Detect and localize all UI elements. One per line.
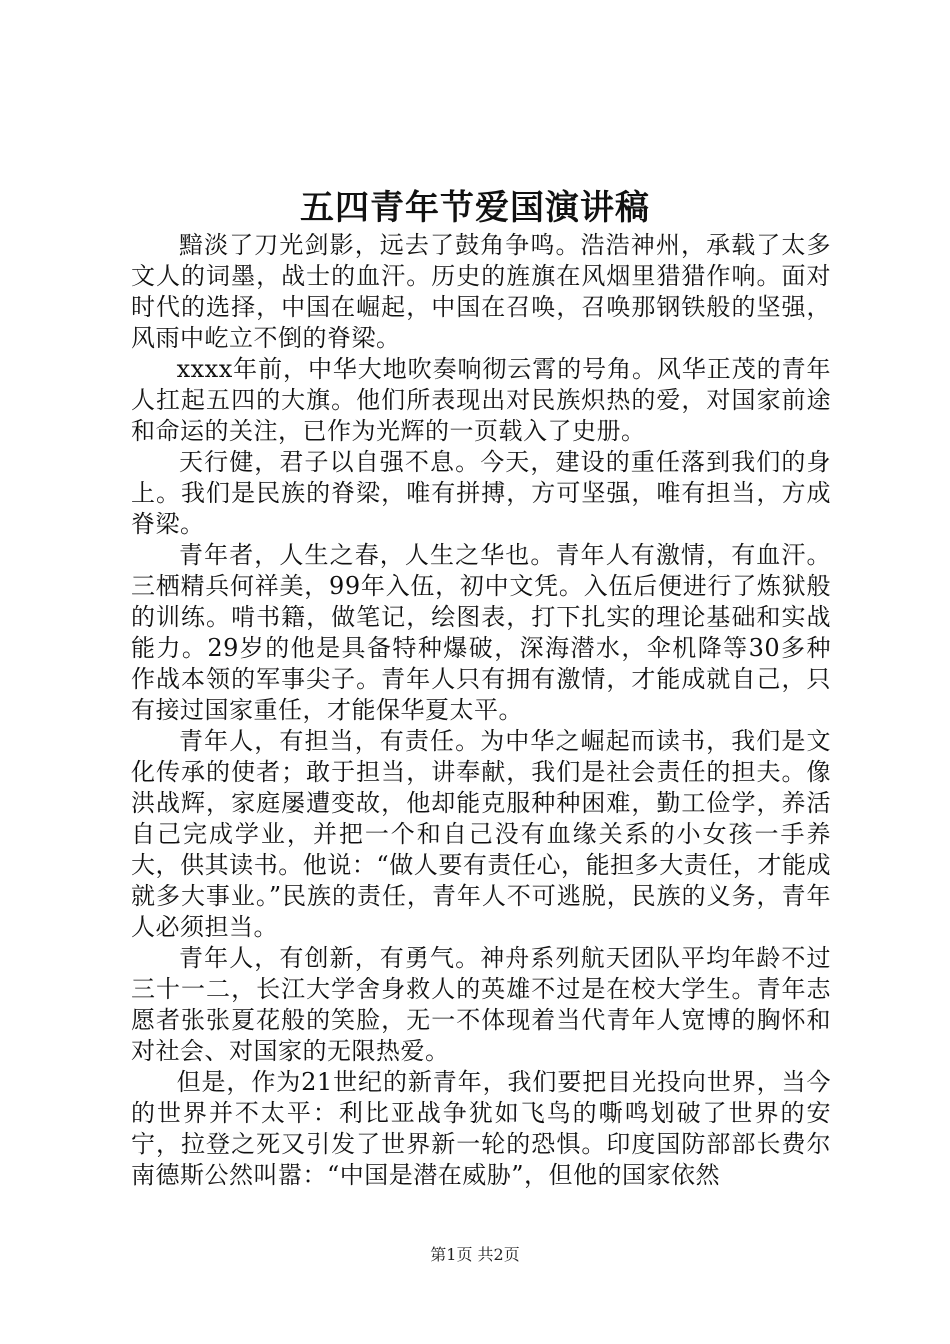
paragraph-1: 黯淡了刀光剑影，远去了鼓角争鸣。浩浩神州，承载了太多文人的词墨，战士的血汗。历史的旌旗在风烟里猎猎作响。面对时代的选择，中国在崛起，中国在召唤，召唤那钢铁般的坚强，风雨中屹立不倒的脊梁。	[131, 231, 831, 352]
document-body	[131, 230, 831, 1191]
paragraph-2: xxxx年前，中华大地吹奏响彻云霄的号角。风华正茂的青年人扛起五四的大旗。他们所表现出对民族炽热的爱，对国家前途和命运的关注，已作为光辉的一页载入了史册。	[131, 355, 831, 445]
paragraph-6: 青年人，有创新，有勇气。神舟系列航天团队平均年龄不过三十一二，长江大学舍身救人的英雄不过是在校大学生。青年志愿者张张夏花般的笑脸，无一不体现着当代青年人宽博的胸怀和对社会、对国家的无限热爱。	[131, 944, 831, 1065]
paragraph-4: 青年者，人生之春，人生之华也。青年人有激情，有血汗。三栖精兵何祥美，99年入伍，初中文凭。入伍后便进行了炼狱般的训练。啃书籍，做笔记，绘图表，打下扎实的理论基础和实战能力。29岁的他是具备特种爆破，深海潜水，伞机降等30多种作战本领的军事尖子。青年人只有拥有激情，才能成就自己，只有接过国家重任，才能保华夏太平。	[131, 541, 831, 724]
paragraph-3: 天行健，君子以自强不息。今天，建设的重任落到我们的身上。我们是民族的脊梁，唯有拼搏，方可坚强，唯有担当，方成脊梁。	[131, 448, 831, 538]
paragraph-7: 但是，作为21世纪的新青年，我们要把目光投向世界，当今的世界并不太平：利比亚战争犹如飞鸟的嘶鸣划破了世界的安宁，拉登之死又引发了世界新一轮的恐惧。印度国防部部长费尔南德斯公然叫嚣：“中国是潜在威胁”，但他的国家依然	[131, 1068, 831, 1189]
page-footer: 第1页 共2页	[430, 1245, 520, 1264]
document-title: 五四青年节爱国演讲稿	[300, 188, 650, 228]
paragraph-5: 青年人，有担当，有责任。为中华之崛起而读书，我们是文化传承的使者；敢于担当，讲奉献，我们是社会责任的担夫。像洪战辉，家庭屡遭变故，他却能克服种种困难，勤工俭学，养活自己完成学业，并把一个和自己没有血缘关系的小女孩一手养大，供其读书。他说：“做人要有责任心，能担多大责任，才能成就多大事业。”民族的责任，青年人不可逃脱，民族的义务，青年人必须担当。	[131, 727, 831, 941]
